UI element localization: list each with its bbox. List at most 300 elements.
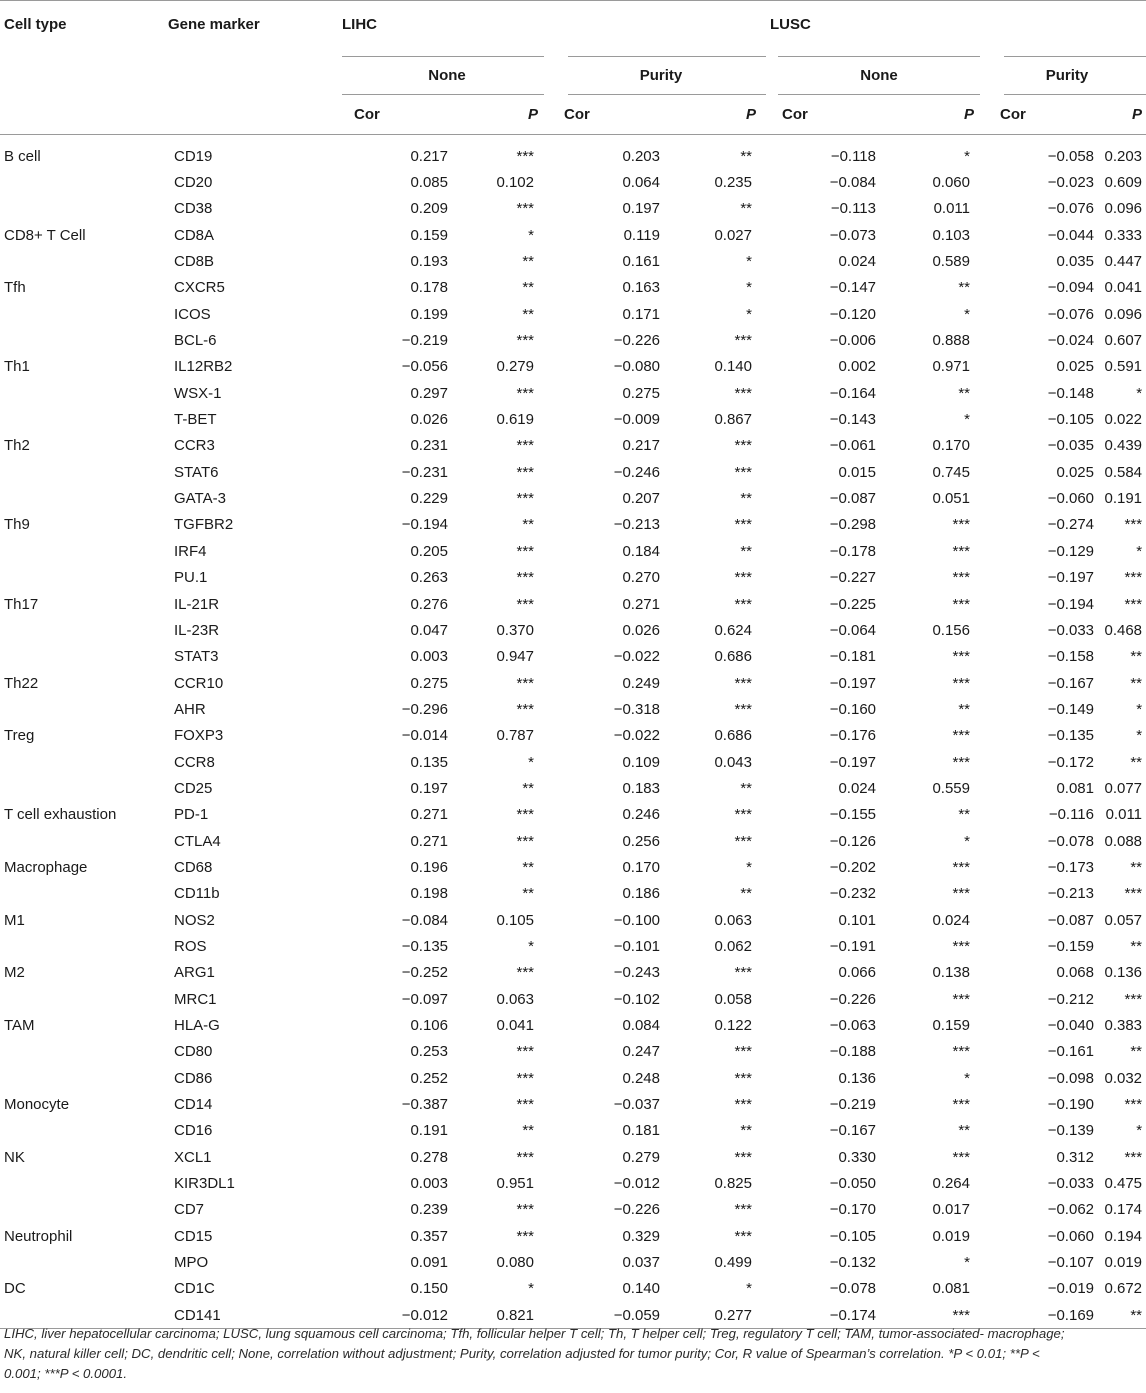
lihc-purity-cor: −0.037 [613,1096,660,1114]
cell-type: T cell exhaustion [4,806,117,824]
table-row [0,881,1146,907]
lusc-purity-cor: −0.105 [1047,411,1094,429]
lihc-purity-cor: 0.183 [622,779,660,797]
lusc-none-p: 0.971 [932,358,970,376]
gene-marker: XCL1 [174,1148,212,1166]
lusc-purity-cor: −0.129 [1047,542,1094,560]
lusc-none-cor: −0.219 [829,1096,876,1114]
lusc-none-cor: −0.050 [829,1175,876,1193]
table-row [0,406,1146,432]
lihc-none-p: *** [516,332,534,350]
cell-type [0,565,168,591]
lusc-purity-cor: −0.173 [1047,858,1094,876]
lusc-purity-cor: −0.190 [1047,1096,1094,1114]
lihc-purity-p: ** [740,1122,752,1140]
lusc-purity-cor: −0.044 [1047,226,1094,244]
cell-type [0,881,168,907]
lihc-none-p: 0.787 [496,727,534,745]
table-row [0,169,1146,195]
lusc-purity-p: *** [1124,990,1143,1008]
lusc-none-cor: −0.073 [829,226,876,244]
lusc-none-p: *** [952,858,970,876]
cell-type: Neutrophil [4,1227,73,1245]
lusc-none-p: *** [952,569,970,587]
lihc-none-p: 0.619 [496,411,534,429]
table-row [0,933,1146,959]
table-row [0,723,1146,749]
lihc-purity-p: *** [734,1069,752,1087]
table-footnote [4,1324,1140,1384]
cell-type: Treg [4,727,35,745]
lihc-purity-cor: −0.318 [613,700,660,718]
gene-marker: CD19 [174,147,213,165]
lihc-purity-p: ** [740,542,752,560]
table-row [0,1065,1146,1091]
lusc-purity-cor: −0.087 [1047,911,1094,929]
footnote-line-2: NK, natural killer cell; DC, dendritic cell; None, correlation without adjustment; Purity, correlation adjusted for tumor purity; Cor, R value of Spearman’s correlation. *P < 0.01; **P < [4,1346,1040,1361]
table-row [0,1039,1146,1065]
gene-marker: CD80 [174,1043,213,1061]
gene-marker: CD141 [174,1306,221,1324]
lusc-purity-p: 0.088 [1104,832,1143,850]
lihc-purity-p: 0.235 [714,174,752,192]
gene-marker: CTLA4 [174,832,221,850]
header-lihc-purity-p: P [664,94,770,135]
lusc-purity-cor: −0.149 [1047,700,1094,718]
lihc-purity-cor: 0.037 [622,1254,660,1272]
lihc-purity-p: * [746,253,752,271]
lusc-purity-cor: −0.024 [1047,332,1094,350]
lihc-none-p: ** [522,253,534,271]
lusc-none-p: * [964,411,970,429]
cell-type [0,196,168,222]
lusc-purity-p: *** [1124,569,1143,587]
cell-type: M1 [4,911,25,929]
lihc-none-p: 0.105 [496,911,534,929]
lusc-purity-cor: −0.076 [1047,200,1094,218]
lihc-none-p: *** [516,1227,534,1245]
gene-marker: ICOS [174,305,211,323]
lusc-none-p: *** [952,648,970,666]
lihc-none-cor: 0.205 [410,542,448,560]
lusc-none-cor: −0.126 [829,832,876,850]
lihc-purity-cor: −0.213 [613,516,660,534]
table-row [0,1091,1146,1117]
table-row [0,1249,1146,1275]
lusc-purity-p: ** [1130,674,1143,692]
lihc-purity-p: 0.686 [714,648,752,666]
lusc-purity-cor: −0.169 [1047,1306,1094,1324]
lihc-none-p: *** [516,463,534,481]
header-lusc-none: None [770,56,988,94]
table-row [0,960,1146,986]
lusc-none-cor: 0.015 [838,463,876,481]
lihc-purity-cor: −0.226 [613,1201,660,1219]
lusc-none-cor: −0.170 [829,1201,876,1219]
lusc-none-cor: −0.118 [830,147,876,165]
lihc-purity-cor: 0.184 [622,542,660,560]
lihc-none-p: 0.102 [496,174,534,192]
gene-marker: ARG1 [174,964,215,982]
lusc-none-p: *** [952,1043,970,1061]
lusc-purity-p: 0.203 [1104,147,1143,165]
lusc-purity-cor: −0.135 [1047,727,1094,745]
lihc-purity-cor: 0.256 [622,832,660,850]
lusc-purity-cor: 0.025 [1056,463,1094,481]
lusc-none-cor: −0.084 [829,174,876,192]
lusc-purity-p: ** [1130,858,1143,876]
gene-marker: IL12RB2 [174,358,233,376]
lihc-purity-p: *** [734,332,752,350]
lihc-purity-p: 0.867 [714,411,752,429]
lihc-none-cor: 0.278 [410,1148,448,1166]
lihc-purity-p: *** [734,674,752,692]
lusc-purity-cor: −0.078 [1047,832,1094,850]
header-lusc: LUSC [770,16,811,33]
table-row [0,433,1146,459]
lusc-purity-cor: 0.068 [1056,964,1094,982]
lihc-none-p: *** [516,595,534,613]
gene-marker: IL-23R [174,621,220,639]
cell-type [0,327,168,353]
lusc-purity-cor: −0.098 [1047,1069,1094,1087]
lihc-none-cor: 0.135 [410,753,448,771]
lusc-purity-cor: −0.139 [1047,1122,1094,1140]
lihc-none-p: *** [516,542,534,560]
lihc-purity-p: 0.058 [714,990,752,1008]
table-row [0,485,1146,511]
lusc-none-cor: −0.174 [829,1306,876,1324]
lihc-none-cor: 0.252 [410,1069,448,1087]
cell-type [0,933,168,959]
cell-type [0,986,168,1012]
lihc-purity-cor: 0.329 [622,1227,660,1245]
lihc-none-cor: 0.198 [410,885,448,903]
lihc-purity-cor: 0.207 [622,490,660,508]
lihc-none-cor: 0.199 [410,305,448,323]
lihc-purity-cor: 0.246 [622,806,660,824]
lihc-purity-p: * [746,1280,752,1298]
gene-marker: CD25 [174,779,213,797]
lusc-purity-p: 0.447 [1104,253,1143,271]
lusc-none-p: ** [958,700,970,718]
table-row [0,196,1146,222]
lusc-none-p: * [964,832,970,850]
lusc-none-cor: 0.024 [838,253,876,271]
lihc-purity-p: ** [740,490,752,508]
lusc-none-cor: 0.136 [838,1069,876,1087]
lihc-none-p: *** [516,1201,534,1219]
lihc-purity-p: *** [734,463,752,481]
lihc-none-p: *** [516,964,534,982]
lihc-none-p: *** [516,384,534,402]
cell-type: B cell [4,147,41,165]
lusc-none-cor: −0.006 [829,332,876,350]
lihc-none-cor: −0.219 [401,332,448,350]
cell-type: Monocyte [4,1096,70,1114]
table-row [0,354,1146,380]
lusc-purity-cor: −0.023 [1047,174,1094,192]
lusc-purity-p: 0.096 [1104,305,1143,323]
lihc-none-p: *** [516,1148,534,1166]
lihc-none-cor: 0.271 [410,806,448,824]
lusc-none-cor: −0.132 [829,1254,876,1272]
lusc-none-cor: −0.155 [829,806,876,824]
lusc-purity-p: ** [1130,1043,1143,1061]
lusc-none-cor: −0.197 [829,753,876,771]
lihc-none-p: 0.947 [496,648,534,666]
cell-type [0,301,168,327]
lusc-purity-p: *** [1124,595,1143,613]
lihc-none-cor: 0.231 [410,437,448,455]
lusc-none-cor: −0.176 [829,727,876,745]
header-lihc-none: None [342,56,552,94]
lihc-purity-p: 0.499 [714,1254,752,1272]
lihc-purity-p: * [746,279,752,297]
gene-marker: TGFBR2 [174,516,234,534]
cell-type [0,406,168,432]
lihc-none-cor: 0.026 [410,411,448,429]
lusc-purity-cor: −0.094 [1047,279,1094,297]
lusc-none-p: *** [952,1096,970,1114]
header-lihc: LIHC [342,16,377,33]
lusc-purity-p: 0.174 [1104,1201,1143,1219]
lihc-none-p: * [528,1280,534,1298]
lusc-purity-cor: −0.019 [1047,1280,1094,1298]
lihc-purity-p: *** [734,1148,752,1166]
gene-marker: WSX-1 [174,384,222,402]
table-row [0,301,1146,327]
table-row [0,327,1146,353]
lihc-purity-cor: 0.270 [622,569,660,587]
lusc-purity-p: ** [1130,937,1143,955]
lihc-purity-p: 0.140 [714,358,752,376]
cell-type [0,1065,168,1091]
lihc-none-p: *** [516,1043,534,1061]
lusc-purity-p: *** [1124,516,1143,534]
lusc-none-cor: −0.061 [829,437,876,455]
lihc-purity-p: *** [734,1201,752,1219]
lusc-none-p: 0.011 [933,200,970,218]
gene-marker: PU.1 [174,569,208,587]
lihc-purity-p: 0.063 [714,911,752,929]
lusc-none-cor: −0.227 [829,569,876,587]
table-row [0,135,1146,170]
lusc-purity-cor: 0.081 [1056,779,1094,797]
lusc-none-cor: −0.181 [829,648,876,666]
gene-marker: IRF4 [174,542,207,560]
lusc-none-cor: −0.147 [829,279,876,297]
lusc-none-p: *** [952,516,970,534]
gene-marker: IL-21R [174,595,220,613]
lihc-none-cor: 0.271 [410,832,448,850]
table-row [0,696,1146,722]
table-row [0,986,1146,1012]
lusc-none-p: 0.159 [932,1017,970,1035]
cell-type [0,644,168,670]
lihc-purity-cor: −0.243 [613,964,660,982]
lusc-none-p: ** [958,806,970,824]
lihc-purity-cor: 0.181 [622,1122,660,1140]
lihc-purity-p: *** [734,569,752,587]
lusc-purity-p: * [1136,542,1143,560]
table-row [0,565,1146,591]
lihc-none-cor: 0.003 [410,1175,448,1193]
lihc-none-p: *** [516,490,534,508]
lusc-none-p: *** [952,753,970,771]
lusc-purity-p: 0.077 [1104,779,1143,797]
lusc-purity-p: *** [1124,1096,1143,1114]
lihc-none-p: *** [516,806,534,824]
cell-type [0,696,168,722]
table-row [0,591,1146,617]
lihc-none-p: * [528,937,534,955]
lusc-none-p: 0.017 [932,1201,970,1219]
table-row [0,828,1146,854]
lihc-none-cor: −0.056 [401,358,448,376]
lihc-none-cor: 0.150 [410,1280,448,1298]
lihc-none-cor: 0.263 [410,569,448,587]
lihc-none-cor: −0.387 [401,1096,448,1114]
header-lihc-none-p: P [452,94,552,135]
lihc-purity-p: ** [740,147,752,165]
table-row [0,644,1146,670]
table-row [0,512,1146,538]
lihc-none-p: * [528,226,534,244]
lusc-none-cor: −0.191 [829,937,876,955]
lusc-none-p: 0.138 [932,964,970,982]
lusc-none-p: 0.024 [932,911,970,929]
lihc-purity-cor: −0.226 [613,332,660,350]
cell-type: M2 [4,964,25,982]
lusc-purity-cor: −0.194 [1047,595,1094,613]
gene-marker: CD1C [174,1280,215,1298]
lihc-none-cor: 0.217 [410,147,448,165]
lihc-purity-cor: 0.163 [622,279,660,297]
table-row [0,907,1146,933]
lusc-purity-cor: −0.060 [1047,490,1094,508]
table-row [0,1170,1146,1196]
lusc-none-p: * [964,147,970,165]
lusc-purity-p: 0.019 [1104,1254,1143,1272]
gene-marker: CCR10 [174,674,224,692]
lihc-none-cor: −0.012 [401,1306,448,1324]
lihc-none-p: 0.951 [496,1175,534,1193]
lihc-purity-p: * [746,305,752,323]
lihc-none-cor: 0.193 [410,253,448,271]
lusc-none-cor: −0.063 [829,1017,876,1035]
gene-marker: CCR8 [174,753,215,771]
lusc-purity-cor: −0.172 [1047,753,1094,771]
lusc-purity-cor: −0.212 [1047,990,1094,1008]
gene-marker: CD16 [174,1122,213,1140]
lihc-purity-p: 0.122 [714,1017,752,1035]
table-row [0,248,1146,274]
lihc-none-cor: −0.014 [401,727,448,745]
table-row [0,1144,1146,1170]
lihc-purity-cor: −0.101 [613,937,660,955]
table-row [0,538,1146,564]
lusc-purity-p: 0.475 [1104,1175,1143,1193]
lihc-purity-p: *** [734,1227,752,1245]
lihc-none-cor: −0.097 [401,990,448,1008]
lusc-purity-p: * [1136,384,1143,402]
lihc-purity-cor: 0.271 [622,595,660,613]
cell-type: NK [4,1148,25,1166]
lusc-none-p: ** [958,279,970,297]
lihc-none-p: *** [516,437,534,455]
lihc-purity-p: 0.825 [714,1175,752,1193]
lihc-none-cor: 0.253 [410,1043,448,1061]
lusc-none-p: 0.589 [932,253,970,271]
lusc-purity-cor: −0.035 [1047,437,1094,455]
lihc-purity-cor: 0.026 [622,621,660,639]
lihc-purity-cor: −0.246 [613,463,660,481]
lusc-none-cor: −0.178 [829,542,876,560]
lihc-purity-cor: 0.275 [622,384,660,402]
lusc-none-p: *** [952,542,970,560]
gene-marker: BCL-6 [174,332,217,350]
gene-marker: CCR3 [174,437,215,455]
gene-marker: CD11b [174,885,220,903]
lihc-purity-p: ** [740,779,752,797]
lusc-purity-p: 0.191 [1104,490,1143,508]
lusc-purity-p: 0.333 [1104,226,1143,244]
header-lusc-none-p: P [880,94,988,135]
footnote-line-3: 0.001; ***P < 0.0001. [4,1366,128,1381]
lihc-none-p: 0.041 [496,1017,534,1035]
lusc-none-p: * [964,1254,970,1272]
lihc-none-cor: 0.209 [410,200,448,218]
lusc-none-p: 0.264 [932,1175,970,1193]
lusc-purity-p: 0.584 [1104,463,1143,481]
lihc-none-cor: 0.197 [410,779,448,797]
header-lihc-purity-cor: Cor [552,94,664,135]
table-row [0,275,1146,301]
lusc-purity-p: 0.591 [1104,358,1143,376]
lusc-purity-p: 0.022 [1104,411,1143,429]
lihc-purity-p: *** [734,516,752,534]
gene-marker: HLA-G [174,1017,220,1035]
lihc-purity-cor: 0.171 [622,305,660,323]
cell-type: Th17 [4,595,39,613]
cell-type [0,248,168,274]
table-row [0,1012,1146,1038]
lihc-none-cor: −0.084 [401,911,448,929]
gene-marker: MPO [174,1254,209,1272]
gene-marker: NOS2 [174,911,215,929]
table-row [0,222,1146,248]
lihc-purity-cor: 0.064 [622,174,660,192]
gene-marker: FOXP3 [174,727,224,745]
lusc-purity-cor: 0.035 [1056,253,1094,271]
lihc-purity-cor: −0.080 [613,358,660,376]
lihc-none-p: ** [522,279,534,297]
lusc-purity-p: * [1136,700,1143,718]
lusc-purity-cor: −0.040 [1047,1017,1094,1035]
lusc-none-cor: −0.197 [829,674,876,692]
lusc-purity-cor: −0.107 [1047,1254,1094,1272]
cell-type: TAM [4,1017,35,1035]
gene-marker: CD20 [174,174,213,192]
lusc-none-cor: 0.330 [838,1148,876,1166]
lusc-purity-p: 0.136 [1104,964,1143,982]
table-row [0,1276,1146,1302]
lusc-none-p: 0.103 [932,226,970,244]
lihc-none-p: *** [516,569,534,587]
lusc-none-p: *** [952,1148,970,1166]
lihc-purity-cor: 0.197 [622,200,660,218]
